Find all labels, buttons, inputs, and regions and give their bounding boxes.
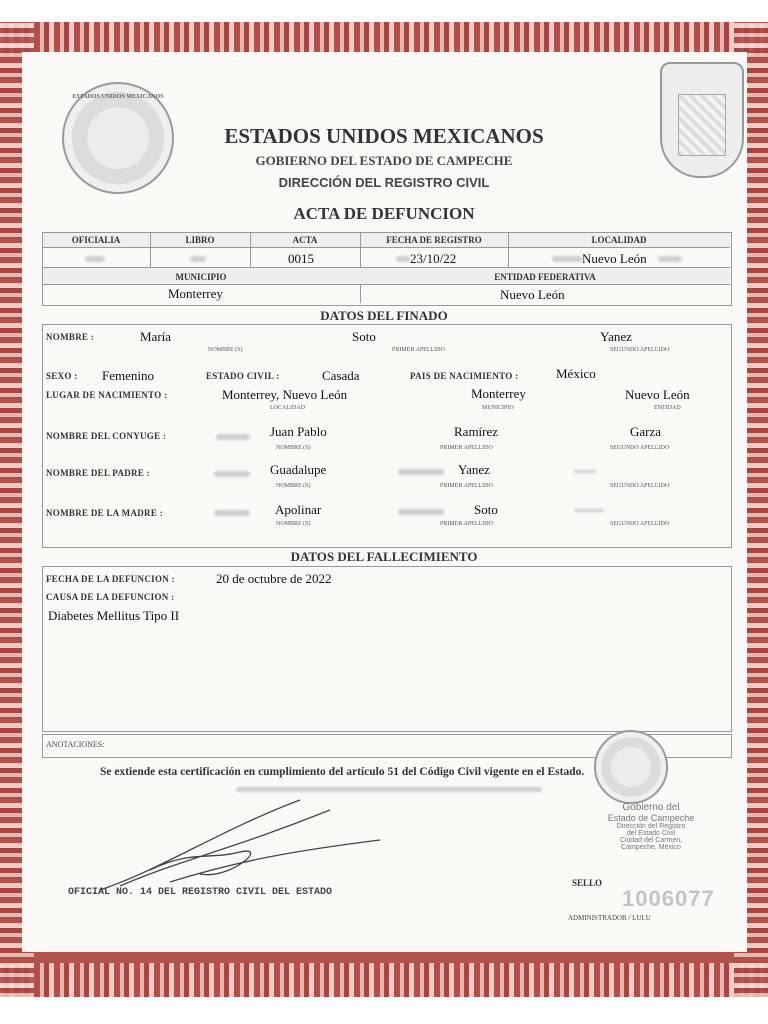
stamp-line: Campeche, México — [621, 844, 681, 851]
label-conyuge: NOMBRE DEL CONYUGE : — [46, 431, 167, 441]
col-oficialia: OFICIALIA — [71, 235, 121, 245]
country-title: ESTADOS UNIDOS MEXICANOS — [224, 124, 544, 148]
sub-entidad: ENTIDAD — [654, 405, 681, 411]
stamp-line: Ciudad del Carmen, — [619, 837, 683, 844]
padre-nombre: Guadalupe — [270, 462, 327, 477]
finado-lugar: Monterrey, Nuevo León — [222, 387, 348, 402]
causa-defuncion: Diabetes Mellitus Tipo II — [48, 608, 180, 623]
oficial-line: OFICIAL NO. 14 DEL REGISTRO CIVIL DEL ESTADO — [68, 887, 333, 898]
sub-nombre: NOMBRE (S) — [208, 347, 243, 353]
col-acta: ACTA — [292, 235, 318, 245]
redacted-padre-segundo — [574, 470, 596, 473]
finado-primer-apellido: Soto — [352, 329, 376, 344]
redacted-padre-prefix — [398, 469, 444, 475]
col-localidad: LOCALIDAD — [591, 235, 647, 245]
label-causa-defuncion: CAUSA DE LA DEFUNCION : — [46, 592, 175, 602]
redacted-libro — [190, 256, 206, 262]
label-lugar-nacimiento: LUGAR DE NACIMIENTO : — [46, 390, 168, 400]
conyuge-primer-apellido: Ramírez — [454, 424, 499, 439]
fecha-defuncion: 20 de octubre de 2022 — [216, 571, 332, 586]
serial-number: 1006077 — [622, 886, 715, 911]
finado-segundo-apellido: Yanez — [600, 329, 632, 344]
government-title: GOBIERNO DEL ESTADO DE CAMPECHE — [255, 153, 513, 168]
signature-icon — [80, 790, 400, 900]
col-municipio: MUNICIPIO — [175, 272, 227, 282]
stamp-text — [596, 802, 706, 851]
redacted-localidad-suffix — [658, 256, 682, 262]
label-pais: PAIS DE NACIMIENTO : — [410, 371, 519, 381]
label-estado-civil: ESTADO CIVIL : — [206, 371, 280, 381]
sub-segundo-apellido: SEGUNDO APELLIDO — [610, 347, 670, 353]
finado-section-title: DATOS DEL FINADO — [320, 308, 448, 323]
redacted-padre — [214, 471, 250, 477]
redacted-conyuge — [216, 434, 250, 440]
border-pattern-bottom — [0, 963, 768, 997]
finado-entidad-nacimiento: Nuevo León — [625, 387, 690, 402]
finado-nombre: María — [140, 329, 172, 344]
sub-municipio: MUNICIPIO — [482, 405, 514, 411]
stamp-line: Gobierno del — [622, 802, 680, 813]
finado-pais: México — [556, 366, 596, 381]
fallecimiento-box — [42, 566, 732, 732]
sub-localidad: LOCALIDAD — [270, 405, 305, 411]
madre-nombre: Apolinar — [275, 502, 322, 517]
redacted-madre-segundo — [574, 509, 604, 512]
redacted-oficialia — [85, 256, 105, 262]
state-stamp-seal-icon — [594, 730, 668, 804]
municipio: Monterrey — [168, 286, 223, 301]
redacted-madre-prefix — [398, 509, 444, 515]
localidad: Nuevo León — [582, 251, 647, 266]
finado-estado-civil: Casada — [322, 368, 360, 383]
stamp-line: del Estado Civil — [626, 830, 676, 837]
redacted-localidad-prefix — [552, 256, 582, 262]
redacted-fecha-prefix — [396, 256, 410, 262]
sello-label: SELLO — [572, 878, 603, 888]
fecha-registro: 23/10/22 — [410, 251, 457, 266]
redacted-madre — [214, 510, 250, 516]
finado-municipio-nacimiento: Monterrey — [471, 386, 526, 401]
stamp-line: Dirección del Registro — [616, 823, 686, 830]
finado-sexo: Femenino — [102, 368, 154, 383]
conyuge-segundo-apellido: Garza — [630, 424, 662, 439]
anotaciones-label: ANOTACIONES: — [46, 740, 105, 749]
certification-text: Se extiende esta certificación en cumplimiento del artículo 51 del Código Civil vigente en el Estado. — [100, 766, 585, 778]
sub-primer-apellido: PRIMER APELLIDO — [392, 347, 445, 353]
madre-primer-apellido: Soto — [474, 502, 498, 517]
acta-number: 0015 — [288, 251, 314, 266]
label-padre: NOMBRE DEL PADRE : — [46, 468, 150, 478]
col-fecha-registro: FECHA DE REGISTRO — [386, 235, 482, 245]
label-sexo: SEXO : — [46, 371, 78, 381]
document-title: ACTA DE DEFUNCION — [293, 204, 475, 223]
administrador-label: ADMINISTRADOR / LULU — [568, 914, 651, 922]
label-madre: NOMBRE DE LA MADRE : — [46, 508, 164, 518]
office-title: DIRECCIÓN DEL REGISTRO CIVIL — [278, 175, 490, 190]
col-entidad-federativa: ENTIDAD FEDERATIVA — [494, 272, 596, 282]
conyuge-nombre: Juan Pablo — [270, 424, 327, 439]
padre-primer-apellido: Yanez — [458, 462, 490, 477]
stamp-line: Estado de Campeche — [607, 813, 695, 823]
label-fecha-defuncion: FECHA DE LA DEFUNCION : — [46, 574, 175, 584]
fallecimiento-section-title: DATOS DEL FALLECIMIENTO — [290, 549, 478, 564]
national-seal-text: ESTADOS UNIDOS MEXICANOS — [72, 94, 164, 100]
entidad-federativa: Nuevo León — [500, 287, 565, 302]
border-pattern-top — [0, 22, 768, 56]
col-libro: LIBRO — [185, 235, 215, 245]
label-nombre: NOMBRE : — [46, 332, 95, 342]
